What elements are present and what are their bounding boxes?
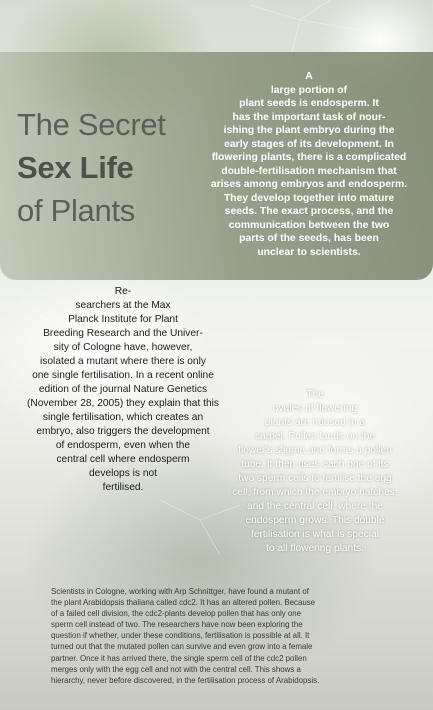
bottom-line: hierarchy, never before discovered, in the fertilisation process of Arabidopsis. bbox=[51, 675, 320, 685]
right-line: endosperm grows. This double bbox=[245, 515, 385, 526]
title-line-2: Sex Life bbox=[17, 150, 134, 185]
left-line: edition of the journal Nature Genetics bbox=[38, 384, 208, 395]
intro-paragraph bbox=[190, 70, 428, 259]
left-line: Re- bbox=[114, 286, 132, 297]
intro-line: early stages of its development. In bbox=[224, 138, 394, 150]
left-line: isolated a mutant where there is only bbox=[40, 356, 206, 367]
intro-line: They develop together into mature bbox=[223, 192, 395, 204]
bottom-line: sperm cell instead of two. The researchers have now been exploring the bbox=[51, 620, 303, 630]
right-line: carpel. Pollen lands on the bbox=[254, 431, 376, 442]
right-line: tube. It then uses each one of its bbox=[241, 459, 389, 470]
left-line: single fertilisation, which creates an bbox=[42, 412, 204, 423]
intro-line: plant seeds is endosperm. It bbox=[239, 98, 379, 109]
bottom-line: partner. Once it has arrived there, the single sperm cell of the cdc2 pollen bbox=[51, 653, 307, 663]
page-title bbox=[17, 103, 207, 232]
intro-line: unclear to scientists. bbox=[257, 246, 361, 258]
right-line: plants are housed in a bbox=[264, 417, 366, 428]
right-column-paragraph bbox=[216, 388, 414, 556]
left-line: develops is not bbox=[89, 468, 157, 479]
bottom-paragraph bbox=[51, 586, 396, 686]
bottom-line: the plant Arabidopsis thaliana called cdc2. It has an altered pollen. Because bbox=[51, 598, 316, 608]
left-line: central cell where endosperm bbox=[56, 454, 190, 465]
intro-line: has the important task of nour- bbox=[232, 111, 386, 123]
intro-line: parts of the seeds, has been bbox=[239, 233, 379, 244]
left-line: sity of Cologne have, however, bbox=[53, 342, 193, 353]
title-line-3: of Plants bbox=[17, 193, 135, 228]
intro-line: A bbox=[305, 71, 313, 82]
right-line: fertilisation is what is special bbox=[251, 529, 379, 540]
bottom-line: of a failed cell division, the cdc2-plants develop pollen that has only one bbox=[51, 609, 302, 619]
left-column-paragraph bbox=[8, 285, 238, 495]
intro-line: ishing the plant embryo during the bbox=[223, 125, 395, 136]
right-line: and the central cell, where the bbox=[247, 501, 383, 512]
right-line: flower's stigma and forms a pollen bbox=[238, 445, 392, 456]
bottom-line: question if whether, under these conditions, fertilisation is possible at all. It bbox=[51, 631, 310, 641]
title-line-1: The Secret bbox=[17, 107, 166, 142]
left-line: Planck Institute for Plant bbox=[68, 314, 178, 325]
right-line: two sperm cells to fertilise the egg bbox=[238, 473, 392, 484]
right-line: The bbox=[306, 389, 324, 400]
left-line: fertilised. bbox=[102, 482, 144, 493]
left-line: of endosperm, even when the bbox=[55, 440, 191, 451]
intro-line: seeds. The exact process, and the bbox=[224, 206, 394, 217]
intro-line: communication between the two bbox=[228, 219, 390, 231]
right-line: to all flowering plants. bbox=[266, 543, 364, 554]
left-line: (November 28, 2005) they explain that this bbox=[27, 398, 219, 409]
right-line: ovules of flowering bbox=[272, 403, 358, 414]
intro-line: double-fertilisation mechanism that bbox=[221, 165, 397, 177]
intro-line: large portion of bbox=[270, 84, 348, 96]
left-line: Breeding Research and the Univer- bbox=[43, 328, 203, 339]
right-line: cell, from which the embryo hatches, bbox=[232, 487, 398, 498]
bottom-line: Scientists in Cologne, working with Arp Schnittger, have found a mutant of bbox=[51, 587, 309, 596]
intro-line: flowering plants, there is a complicated bbox=[211, 152, 407, 163]
left-line: one single fertilisation. In a recent online bbox=[32, 370, 214, 381]
left-line: searchers at the Max bbox=[75, 300, 171, 311]
bottom-line: merges only with the egg cell and not with the central cell. This shows a bbox=[51, 664, 301, 674]
left-line: embryo, also triggers the development bbox=[36, 426, 210, 437]
intro-line: arises among embryos and endosperm. bbox=[210, 179, 408, 190]
bottom-line: turned out that the mutated pollen can survive and even grow into a female bbox=[51, 642, 313, 652]
